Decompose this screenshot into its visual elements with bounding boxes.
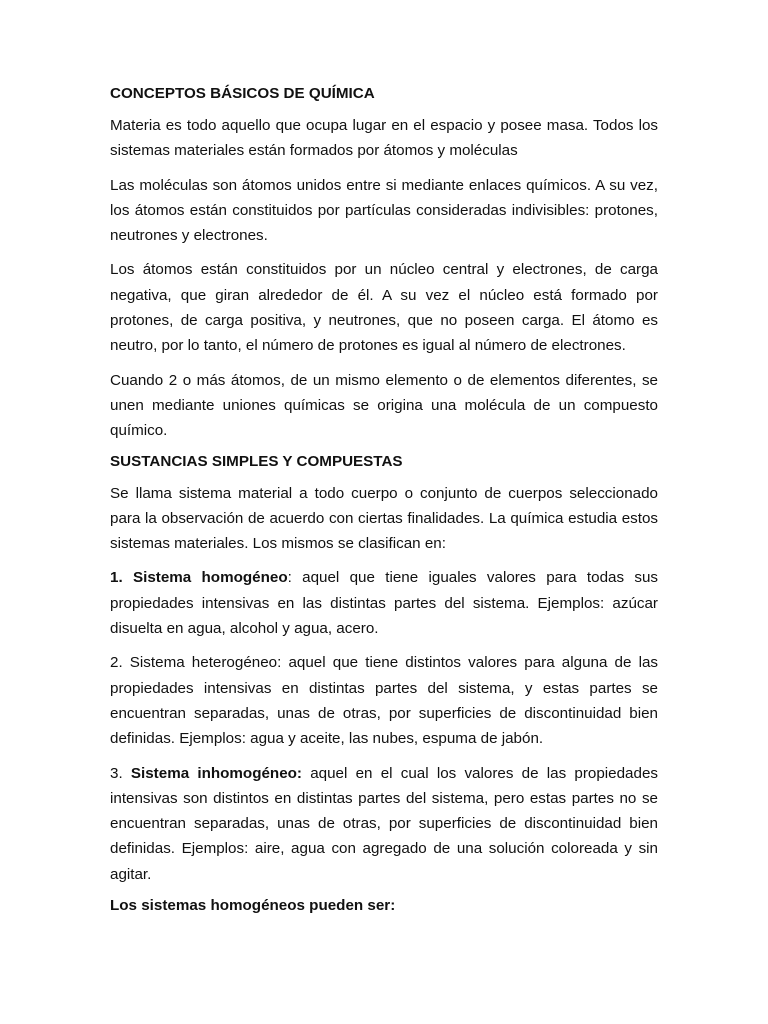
item-label-homogeneo: 1. Sistema homogéneo [110, 569, 288, 587]
paragraph-moleculas: Las moléculas son átomos unidos entre si mediante enlaces químicos. A su vez, los átomos están constituidos por partículas consideradas indivisibles: protones, neutrones y electrones. [110, 176, 658, 245]
section-title-sustancias: SUSTANCIAS SIMPLES Y COMPUESTAS [110, 452, 403, 470]
list-item-inhomogeneo [110, 761, 658, 887]
paragraph-atomos: Los átomos están constituidos por un núcleo central y electrones, de carga negativa, que giran alrededor de él. A su vez el núcleo está formado por protones, de carga positiva, y neutrones, que no poseen carga. El átomo es neutro, por lo tanto, el número de protones es igual al número de electrones. [110, 261, 658, 355]
item-text-heterogeneo: 2. Sistema heterogéneo: aquel que tiene distintos valores para alguna de las propiedades intensivas en distintas partes del sistema, y estas partes se encuentran separadas, unas de otras, por superficies de discontinuidad bien definidas. Ejemplos: agua y aceite, las nubes, espuma de jabón. [110, 654, 658, 748]
list-item-homogeneo [110, 565, 658, 641]
document-page [110, 84, 658, 925]
subheading-homogeneos: Los sistemas homogéneos pueden ser: [110, 897, 396, 915]
item-label-inhomogeneo: Sistema inhomogéneo: [130, 764, 302, 782]
item-number-inhomogeneo: 3. [110, 764, 131, 782]
item-text-homogeneo: : aquel que tiene iguales valores para todas sus propiedades intensivas en las distintas partes del sistema. Ejemplos: azúcar disuelta en agua, alcohol y agua, acero. [110, 569, 659, 638]
item-text-inhomogeneo: aquel en el cual los valores de las propiedades intensivas son distintos en distintas partes del sistema, pero estas partes no se encuentran separadas, unas de otras, por superficies de discontinuidad bien definidas. Ejemplos: aire, agua con agregado de una solución coloreada y sin agitar. [110, 764, 658, 883]
paragraph-compuesto: Cuando 2 o más átomos, de un mismo elemento o de elementos diferentes, se unen mediante uniones químicas se origina una molécula de un compuesto químico. [110, 371, 658, 440]
section-title-conceptos: CONCEPTOS BÁSICOS DE QUÍMICA [110, 85, 375, 102]
paragraph-materia: Materia es todo aquello que ocupa lugar en el espacio y posee masa. Todos los sistemas materiales están formados por átomos y moléculas [110, 117, 658, 160]
list-item-heterogeneo [110, 650, 658, 751]
paragraph-sistema-material: Se llama sistema material a todo cuerpo o conjunto de cuerpos seleccionado para la observación de acuerdo con ciertas finalidades. La química estudia estos sistemas materiales. Los mismos se clasifican en: [110, 484, 658, 553]
